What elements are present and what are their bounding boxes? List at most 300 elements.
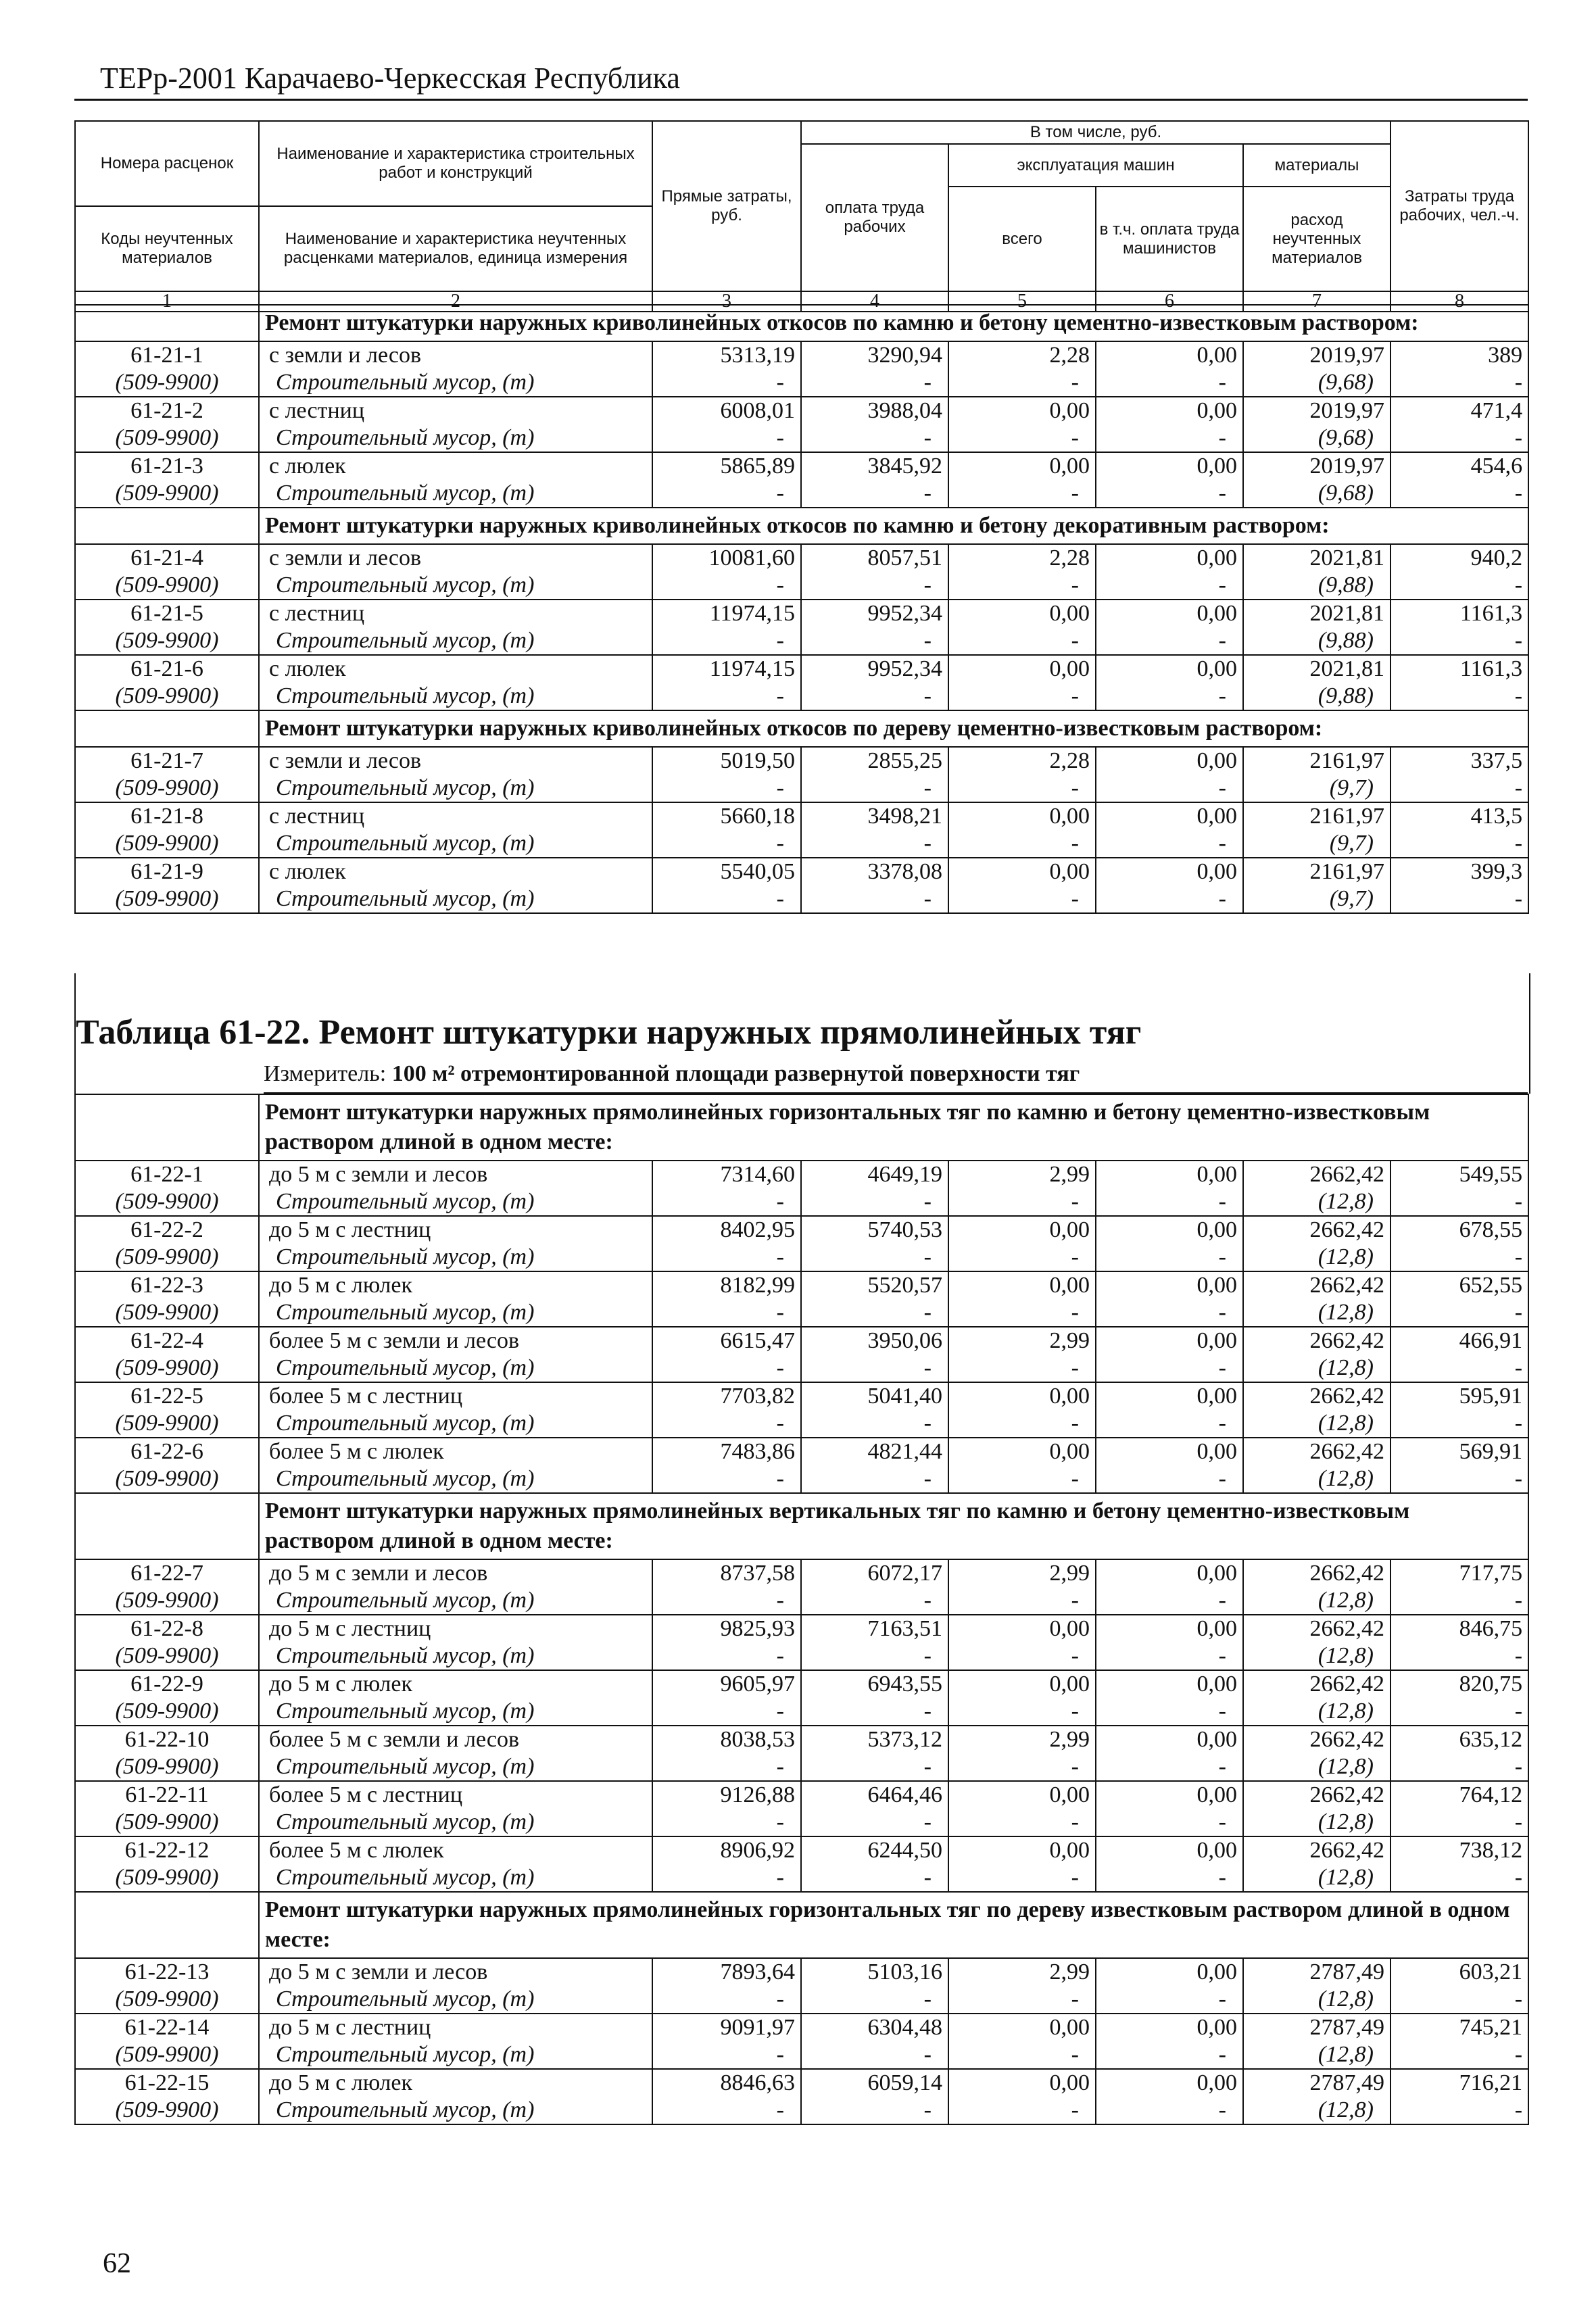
table-row: [75, 1781, 1528, 1809]
material-name: Строительный мусор, (т): [259, 1244, 652, 1271]
table-row: [75, 1836, 1528, 1864]
rate-code: 61-21-9: [75, 858, 259, 885]
value-mach-wage: 0,00: [1096, 655, 1243, 683]
section-row: [75, 305, 1528, 341]
table-row: [75, 1670, 1528, 1698]
value-mach: 2,99: [948, 1559, 1096, 1587]
value-mach-wage: 0,00: [1096, 397, 1243, 424]
dash-cell: -: [1391, 424, 1528, 452]
dash-cell: -: [1096, 1986, 1243, 2014]
value-wage: 5520,57: [801, 1271, 948, 1299]
material-code: (509-9900): [75, 1355, 259, 1382]
material-quantity: (9,7): [1243, 830, 1391, 858]
value-mach: 0,00: [948, 397, 1096, 424]
document-header-title: ТЕРр-2001 Карачаево-Черкесская Республика: [100, 62, 680, 95]
value-direct: 8906,92: [652, 1836, 801, 1864]
rate-code: 61-21-1: [75, 341, 259, 369]
dash-cell: -: [652, 775, 801, 802]
dash-cell: -: [1391, 572, 1528, 600]
table-61-22: [74, 1094, 1529, 2125]
dash-cell: -: [652, 885, 801, 913]
rate-code: 61-22-11: [75, 1781, 259, 1809]
section-row: [75, 710, 1528, 747]
dash-cell: -: [801, 627, 948, 655]
table-row: [75, 452, 1528, 480]
dash-cell: -: [1391, 1698, 1528, 1726]
section-row: [75, 1493, 1528, 1559]
material-quantity: (9,88): [1243, 683, 1391, 710]
value-mat: 2787,49: [1243, 2069, 1391, 2097]
material-row: [75, 1986, 1528, 2014]
value-mach: 0,00: [948, 2069, 1096, 2097]
table-row: [75, 1161, 1528, 1188]
value-mach: 2,28: [948, 747, 1096, 775]
column-number-cell: 1: [75, 291, 259, 312]
dash-cell: -: [801, 1986, 948, 2014]
dash-cell: -: [948, 683, 1096, 710]
dash-cell: -: [652, 1410, 801, 1438]
section-title: Ремонт штукатурки наружных прямолинейных вертикальных тяг по камню и бетону цементно-известковым раствором длиной в одном месте:: [259, 1493, 1528, 1559]
section-spacer: [75, 710, 259, 747]
dash-cell: -: [948, 480, 1096, 508]
material-name: Строительный мусор, (т): [259, 885, 652, 913]
rate-code: 61-22-15: [75, 2069, 259, 2097]
work-name: с люлек: [259, 858, 652, 885]
value-mach-wage: 0,00: [1096, 1327, 1243, 1355]
value-direct: 6008,01: [652, 397, 801, 424]
value-mat: 2662,42: [1243, 1615, 1391, 1642]
value-labor: 595,91: [1391, 1382, 1528, 1410]
table-row: [75, 397, 1528, 424]
table-row: [75, 2069, 1528, 2097]
material-quantity: (12,8): [1243, 1698, 1391, 1726]
value-labor: 389: [1391, 341, 1528, 369]
material-row: [75, 1753, 1528, 1781]
value-mach-wage: 0,00: [1096, 1161, 1243, 1188]
dash-cell: -: [1391, 1244, 1528, 1271]
work-name: до 5 м с люлек: [259, 2069, 652, 2097]
value-labor: 678,55: [1391, 1216, 1528, 1244]
value-wage: 4821,44: [801, 1438, 948, 1465]
value-wage: 3988,04: [801, 397, 948, 424]
value-mach-wage: 0,00: [1096, 747, 1243, 775]
dash-cell: -: [948, 1587, 1096, 1615]
material-name: Строительный мусор, (т): [259, 424, 652, 452]
work-name: до 5 м с лестниц: [259, 1216, 652, 1244]
material-code: (509-9900): [75, 885, 259, 913]
value-mat: 2019,97: [1243, 341, 1391, 369]
value-direct: 6615,47: [652, 1327, 801, 1355]
value-mach-wage: 0,00: [1096, 802, 1243, 830]
section-title: Ремонт штукатурки наружных криволинейных откосов по дереву цементно-известковым раствором:: [259, 710, 1528, 747]
material-row: [75, 1587, 1528, 1615]
value-wage: 6464,46: [801, 1781, 948, 1809]
dash-cell: -: [652, 1465, 801, 1493]
rate-code: 61-22-6: [75, 1438, 259, 1465]
rate-code: 61-22-12: [75, 1836, 259, 1864]
material-name: Строительный мусор, (т): [259, 1642, 652, 1670]
material-quantity: (12,8): [1243, 1188, 1391, 1216]
material-code: (509-9900): [75, 683, 259, 710]
dash-cell: -: [1096, 1188, 1243, 1216]
value-wage: 9952,34: [801, 655, 948, 683]
material-row: [75, 1465, 1528, 1493]
value-labor: 940,2: [1391, 544, 1528, 572]
work-name: до 5 м с земли и лесов: [259, 1958, 652, 1986]
work-name: более 5 м с земли и лесов: [259, 1327, 652, 1355]
material-name: Строительный мусор, (т): [259, 1809, 652, 1836]
dash-cell: -: [1096, 775, 1243, 802]
value-direct: 8402,95: [652, 1216, 801, 1244]
value-wage: 3290,94: [801, 341, 948, 369]
value-mach-wage: 0,00: [1096, 2014, 1243, 2041]
col-header-including: В том числе, руб.: [801, 121, 1391, 144]
value-mach: 0,00: [948, 1836, 1096, 1864]
value-labor: 1161,3: [1391, 600, 1528, 627]
table-row: [75, 1216, 1528, 1244]
table-row: [75, 2014, 1528, 2041]
dash-cell: -: [948, 1465, 1096, 1493]
value-wage: 3950,06: [801, 1327, 948, 1355]
material-row: [75, 775, 1528, 802]
work-name: с земли и лесов: [259, 341, 652, 369]
value-wage: 6244,50: [801, 1836, 948, 1864]
material-quantity: (12,8): [1243, 1642, 1391, 1670]
dash-cell: -: [801, 572, 948, 600]
material-quantity: (9,7): [1243, 885, 1391, 913]
material-quantity: (12,8): [1243, 2041, 1391, 2069]
dash-cell: -: [948, 369, 1096, 397]
material-row: [75, 1355, 1528, 1382]
value-labor: 466,91: [1391, 1327, 1528, 1355]
value-mach-wage: 0,00: [1096, 452, 1243, 480]
material-name: Строительный мусор, (т): [259, 627, 652, 655]
table-row: [75, 1958, 1528, 1986]
dash-cell: -: [652, 369, 801, 397]
dash-cell: -: [948, 885, 1096, 913]
column-number-cell: 4: [801, 291, 948, 312]
dash-cell: -: [1096, 1698, 1243, 1726]
material-code: (509-9900): [75, 1244, 259, 1271]
material-name: Строительный мусор, (т): [259, 1299, 652, 1327]
col-header-consumption: расход неучтенных материалов: [1243, 187, 1391, 291]
col-header-direct-costs: Прямые затраты, руб.: [652, 121, 801, 291]
value-mat: 2662,42: [1243, 1726, 1391, 1753]
value-direct: 9605,97: [652, 1670, 801, 1698]
dash-cell: -: [1096, 1299, 1243, 1327]
material-name: Строительный мусор, (т): [259, 1188, 652, 1216]
dash-cell: -: [652, 1244, 801, 1271]
value-labor: 820,75: [1391, 1670, 1528, 1698]
dash-cell: -: [1391, 1642, 1528, 1670]
material-quantity: (9,88): [1243, 627, 1391, 655]
value-mach: 2,99: [948, 1726, 1096, 1753]
material-name: Строительный мусор, (т): [259, 1753, 652, 1781]
value-mat: 2161,97: [1243, 747, 1391, 775]
value-labor: 569,91: [1391, 1438, 1528, 1465]
table-row: [75, 341, 1528, 369]
value-mach: 0,00: [948, 2014, 1096, 2041]
dash-cell: -: [1096, 1864, 1243, 1892]
value-wage: 5041,40: [801, 1382, 948, 1410]
value-mat: 2021,81: [1243, 655, 1391, 683]
work-name: с лестниц: [259, 600, 652, 627]
dash-cell: -: [1391, 683, 1528, 710]
dash-cell: -: [801, 1244, 948, 1271]
value-mat: 2662,42: [1243, 1670, 1391, 1698]
dash-cell: -: [948, 1809, 1096, 1836]
dash-cell: -: [652, 1587, 801, 1615]
rate-code: 61-22-4: [75, 1327, 259, 1355]
dash-cell: -: [1391, 1188, 1528, 1216]
dash-cell: -: [801, 683, 948, 710]
dash-cell: -: [1096, 1753, 1243, 1781]
dash-cell: -: [801, 2097, 948, 2124]
col-header-materials: материалы: [1243, 144, 1391, 187]
value-direct: 5660,18: [652, 802, 801, 830]
value-wage: 3845,92: [801, 452, 948, 480]
material-row: [75, 1864, 1528, 1892]
value-mat: 2662,42: [1243, 1216, 1391, 1244]
work-name: с земли и лесов: [259, 747, 652, 775]
material-quantity: (12,8): [1243, 1587, 1391, 1615]
value-direct: 5540,05: [652, 858, 801, 885]
material-code: (509-9900): [75, 830, 259, 858]
dash-cell: -: [1096, 627, 1243, 655]
rate-code: 61-22-14: [75, 2014, 259, 2041]
value-wage: 7163,51: [801, 1615, 948, 1642]
value-labor: 745,21: [1391, 2014, 1528, 2041]
dash-cell: -: [652, 572, 801, 600]
value-mach-wage: 0,00: [1096, 1216, 1243, 1244]
material-row: [75, 480, 1528, 508]
table-row: [75, 1327, 1528, 1355]
dash-cell: -: [948, 1698, 1096, 1726]
dash-cell: -: [1096, 2097, 1243, 2124]
dash-cell: -: [801, 1299, 948, 1327]
section-spacer: [75, 1094, 259, 1161]
dash-cell: -: [1096, 1465, 1243, 1493]
value-mach-wage: 0,00: [1096, 1615, 1243, 1642]
value-labor: 603,21: [1391, 1958, 1528, 1986]
value-mach: 0,00: [948, 452, 1096, 480]
work-name: до 5 м с лестниц: [259, 1615, 652, 1642]
section-spacer: [75, 305, 259, 341]
material-row: [75, 1244, 1528, 1271]
value-mach: 0,00: [948, 1216, 1096, 1244]
material-name: Строительный мусор, (т): [259, 480, 652, 508]
page-number: 62: [103, 2248, 131, 2279]
dash-cell: -: [652, 1355, 801, 1382]
rate-code: 61-21-6: [75, 655, 259, 683]
dash-cell: -: [948, 830, 1096, 858]
material-quantity: (9,68): [1243, 480, 1391, 508]
value-direct: 10081,60: [652, 544, 801, 572]
section-row: [75, 1892, 1528, 1958]
value-mat: 2021,81: [1243, 544, 1391, 572]
material-code: (509-9900): [75, 1642, 259, 1670]
value-mach: 0,00: [948, 655, 1096, 683]
dash-cell: -: [1391, 1986, 1528, 2014]
col-header-wage: оплата труда рабочих: [801, 144, 948, 291]
value-mat: 2787,49: [1243, 2014, 1391, 2041]
table-row: [75, 1559, 1528, 1587]
column-number-cell: 6: [1096, 291, 1243, 312]
material-name: Строительный мусор, (т): [259, 369, 652, 397]
header-divider: [74, 99, 1528, 101]
value-direct: 8038,53: [652, 1726, 801, 1753]
table-row: [75, 544, 1528, 572]
material-row: [75, 1299, 1528, 1327]
value-mat: 2662,42: [1243, 1836, 1391, 1864]
material-code: (509-9900): [75, 1410, 259, 1438]
value-wage: 6304,48: [801, 2014, 948, 2041]
material-code: (509-9900): [75, 1465, 259, 1493]
value-wage: 6943,55: [801, 1670, 948, 1698]
dash-cell: -: [801, 369, 948, 397]
dash-cell: -: [1391, 1753, 1528, 1781]
dash-cell: -: [801, 775, 948, 802]
table-61-21: [74, 304, 1529, 914]
table-row: [75, 1271, 1528, 1299]
section-spacer: [75, 1892, 259, 1958]
dash-cell: -: [1391, 2097, 1528, 2124]
value-mach: 2,99: [948, 1161, 1096, 1188]
material-code: (509-9900): [75, 1864, 259, 1892]
table-row: [75, 1382, 1528, 1410]
column-header-table: [74, 120, 1529, 312]
value-labor: 337,5: [1391, 747, 1528, 775]
material-quantity: (9,88): [1243, 572, 1391, 600]
value-wage: 2855,25: [801, 747, 948, 775]
value-direct: 8182,99: [652, 1271, 801, 1299]
dash-cell: -: [1391, 1299, 1528, 1327]
work-name: более 5 м с лестниц: [259, 1382, 652, 1410]
material-quantity: (9,7): [1243, 775, 1391, 802]
material-name: Строительный мусор, (т): [259, 1864, 652, 1892]
material-name: Строительный мусор, (т): [259, 2097, 652, 2124]
section-spacer: [75, 508, 259, 544]
dash-cell: -: [1096, 480, 1243, 508]
column-number-cell: 7: [1243, 291, 1391, 312]
dash-cell: -: [1391, 2041, 1528, 2069]
dash-cell: -: [801, 1587, 948, 1615]
material-quantity: (12,8): [1243, 1299, 1391, 1327]
value-mach-wage: 0,00: [1096, 341, 1243, 369]
dash-cell: -: [948, 1355, 1096, 1382]
column-number-cell: 8: [1391, 291, 1528, 312]
material-name: Строительный мусор, (т): [259, 1465, 652, 1493]
dash-cell: -: [1096, 424, 1243, 452]
dash-cell: -: [801, 1642, 948, 1670]
column-number-cell: 5: [948, 291, 1096, 312]
value-wage: 5103,16: [801, 1958, 948, 1986]
col-header-unaccounted: Наименование и характеристика неучтенных расценками материалов, единица измерения: [259, 206, 652, 291]
material-row: [75, 2041, 1528, 2069]
dash-cell: -: [652, 683, 801, 710]
table-row: [75, 1615, 1528, 1642]
dash-cell: -: [1096, 1809, 1243, 1836]
value-mach-wage: 0,00: [1096, 858, 1243, 885]
work-name: до 5 м с лестниц: [259, 2014, 652, 2041]
material-row: [75, 2097, 1528, 2124]
rate-code: 61-22-10: [75, 1726, 259, 1753]
section-title: Ремонт штукатурки наружных криволинейных откосов по камню и бетону цементно-известковым раствором:: [259, 305, 1528, 341]
material-quantity: (12,8): [1243, 1355, 1391, 1382]
dash-cell: -: [1391, 480, 1528, 508]
value-labor: 652,55: [1391, 1271, 1528, 1299]
dash-cell: -: [1096, 1410, 1243, 1438]
material-row: [75, 572, 1528, 600]
dash-cell: -: [1096, 830, 1243, 858]
material-name: Строительный мусор, (т): [259, 1355, 652, 1382]
dash-cell: -: [801, 480, 948, 508]
value-direct: 5313,19: [652, 341, 801, 369]
dash-cell: -: [652, 424, 801, 452]
value-labor: 1161,3: [1391, 655, 1528, 683]
dash-cell: -: [801, 885, 948, 913]
material-code: (509-9900): [75, 1986, 259, 2014]
value-mach-wage: 0,00: [1096, 1726, 1243, 1753]
dash-cell: -: [1391, 627, 1528, 655]
rate-code: 61-22-1: [75, 1161, 259, 1188]
value-mach: 0,00: [948, 1382, 1096, 1410]
value-mat: 2662,42: [1243, 1161, 1391, 1188]
value-mach: 0,00: [948, 1615, 1096, 1642]
value-mat: 2787,49: [1243, 1958, 1391, 1986]
material-row: [75, 627, 1528, 655]
dash-cell: -: [1096, 1642, 1243, 1670]
work-name: с люлек: [259, 655, 652, 683]
col-header-material-codes: Коды неучтенных материалов: [75, 206, 259, 291]
material-code: (509-9900): [75, 369, 259, 397]
dash-cell: -: [948, 1410, 1096, 1438]
dash-cell: -: [801, 2041, 948, 2069]
work-name: более 5 м с земли и лесов: [259, 1726, 652, 1753]
measure-prefix: Измеритель:: [264, 1061, 387, 1086]
table-61-22-measure: [264, 1060, 1080, 1088]
value-labor: 717,75: [1391, 1559, 1528, 1587]
work-name: до 5 м с люлек: [259, 1271, 652, 1299]
material-row: [75, 1188, 1528, 1216]
material-code: (509-9900): [75, 775, 259, 802]
material-quantity: (12,8): [1243, 2097, 1391, 2124]
table-row: [75, 1726, 1528, 1753]
material-code: (509-9900): [75, 1299, 259, 1327]
dash-cell: -: [801, 1188, 948, 1216]
material-quantity: (12,8): [1243, 1465, 1391, 1493]
value-mach: 2,28: [948, 544, 1096, 572]
rate-code: 61-22-9: [75, 1670, 259, 1698]
dash-cell: -: [801, 1753, 948, 1781]
work-name: с люлек: [259, 452, 652, 480]
material-code: (509-9900): [75, 1753, 259, 1781]
material-name: Строительный мусор, (т): [259, 1587, 652, 1615]
material-quantity: (12,8): [1243, 1864, 1391, 1892]
table-61-22-title: Таблица 61-22. Ремонт штукатурки наружных прямолинейных тяг: [76, 1013, 1142, 1052]
material-quantity: (12,8): [1243, 1753, 1391, 1781]
value-mat: 2662,42: [1243, 1271, 1391, 1299]
value-labor: 454,6: [1391, 452, 1528, 480]
material-quantity: (12,8): [1243, 1410, 1391, 1438]
material-row: [75, 830, 1528, 858]
dash-cell: -: [652, 1809, 801, 1836]
dash-cell: -: [1391, 885, 1528, 913]
dash-cell: -: [948, 627, 1096, 655]
dash-cell: -: [1096, 1244, 1243, 1271]
section-title: Ремонт штукатурки наружных криволинейных откосов по камню и бетону декоративным раствором:: [259, 508, 1528, 544]
value-mach-wage: 0,00: [1096, 2069, 1243, 2097]
